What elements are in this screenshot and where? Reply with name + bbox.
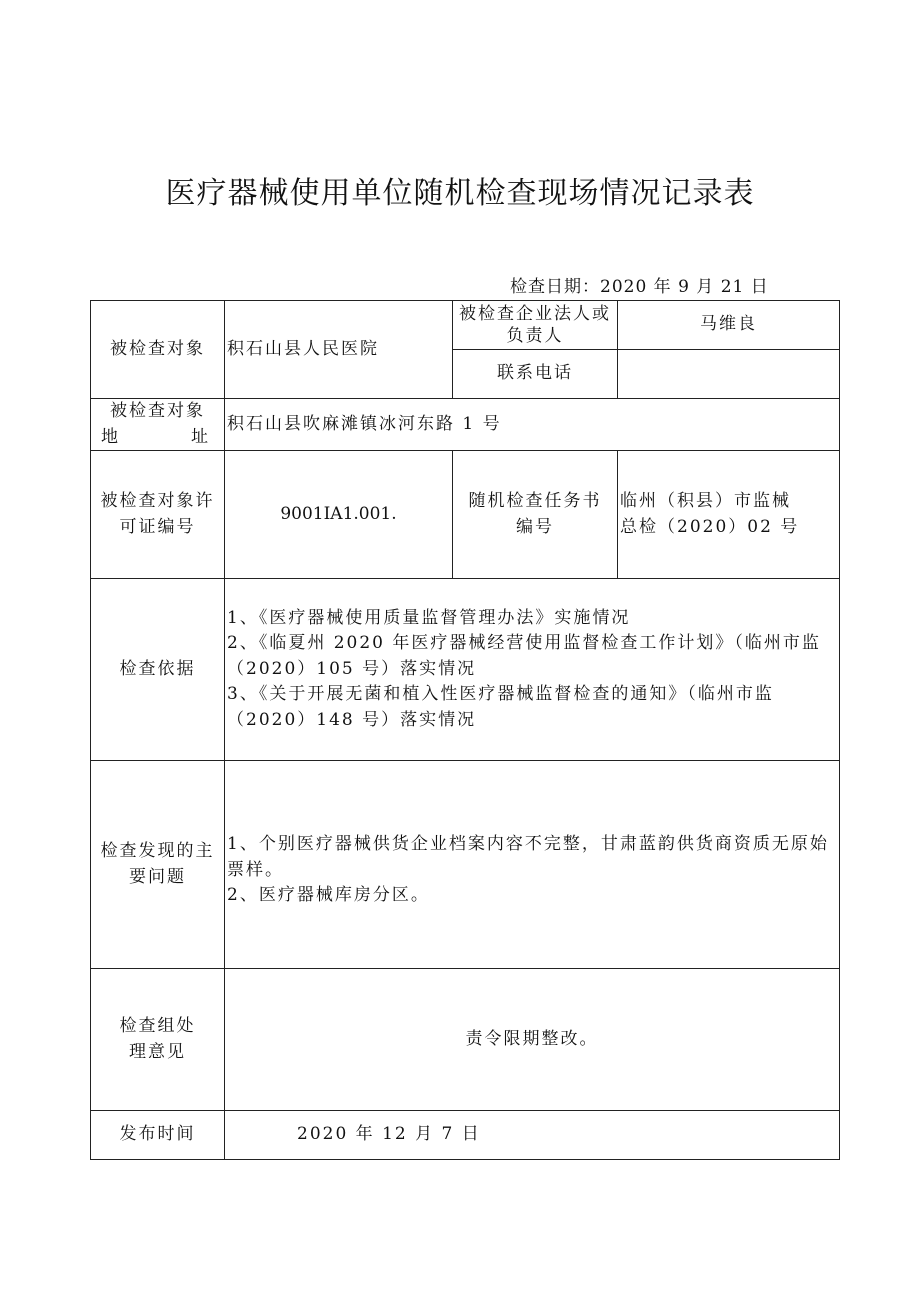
legal-person-label: 被检查企业法人或负责人 xyxy=(453,301,618,350)
address-label xyxy=(91,399,225,451)
address-label-line1: 被检查对象 xyxy=(110,401,205,421)
basis-item: 1、《医疗器械使用质量监督管理办法》实施情况 xyxy=(227,607,631,628)
address-label-char-b: 址 xyxy=(191,426,210,447)
issue-item: 2、医疗器械库房分区。 xyxy=(227,885,430,906)
phone-label: 联系电话 xyxy=(453,350,618,399)
address-value: 积石山县吹麻滩镇冰河东路 1 号 xyxy=(225,399,840,451)
document-title: 医疗器械使用单位随机检查现场情况记录表 xyxy=(165,176,755,211)
address-label-char-a: 地 xyxy=(101,426,120,447)
target-value: 积石山县人民医院 xyxy=(225,301,453,399)
target-label: 被检查对象 xyxy=(91,301,225,399)
opinion-label: 检查组处理意见 xyxy=(91,969,225,1111)
license-label: 被检查对象许可证编号 xyxy=(91,451,225,579)
publish-label: 发布时间 xyxy=(91,1111,225,1160)
phone-value xyxy=(618,350,840,399)
basis-label: 检查依据 xyxy=(91,579,225,761)
license-value: 9001IA1.001. xyxy=(225,451,453,579)
basis-item: 2、《临夏州 2020 年医疗器械经营使用监督检查工作计划》（临州市监（2020）105 号）落实情况 xyxy=(227,633,821,679)
basis-list xyxy=(225,579,840,761)
task-label: 随机检查任务书编号 xyxy=(453,451,618,579)
issue-item: 1、个别医疗器械供货企业档案内容不完整，甘肃蓝韵供货商资质无原始票样。 xyxy=(227,834,829,880)
task-value xyxy=(618,451,840,579)
task-value-line2: 总检（2020）02 号 xyxy=(620,516,800,537)
publish-value: 2020 年 12 月 7 日 xyxy=(225,1111,840,1160)
task-value-line1: 临州（积县）市监械 xyxy=(620,491,791,511)
issues-label: 检查发现的主要问题 xyxy=(91,761,225,969)
inspection-record-form xyxy=(90,300,840,1160)
issues-list xyxy=(225,761,840,969)
inspection-date: 检查日期：2020 年 9 月 21 日 xyxy=(510,277,769,297)
legal-person-value: 马维良 xyxy=(618,301,840,350)
basis-item: 3、《关于开展无菌和植入性医疗器械监督检查的通知》（临州市监（2020）148 号）落实情况 xyxy=(227,684,774,730)
opinion-value: 责令限期整改。 xyxy=(225,969,840,1111)
